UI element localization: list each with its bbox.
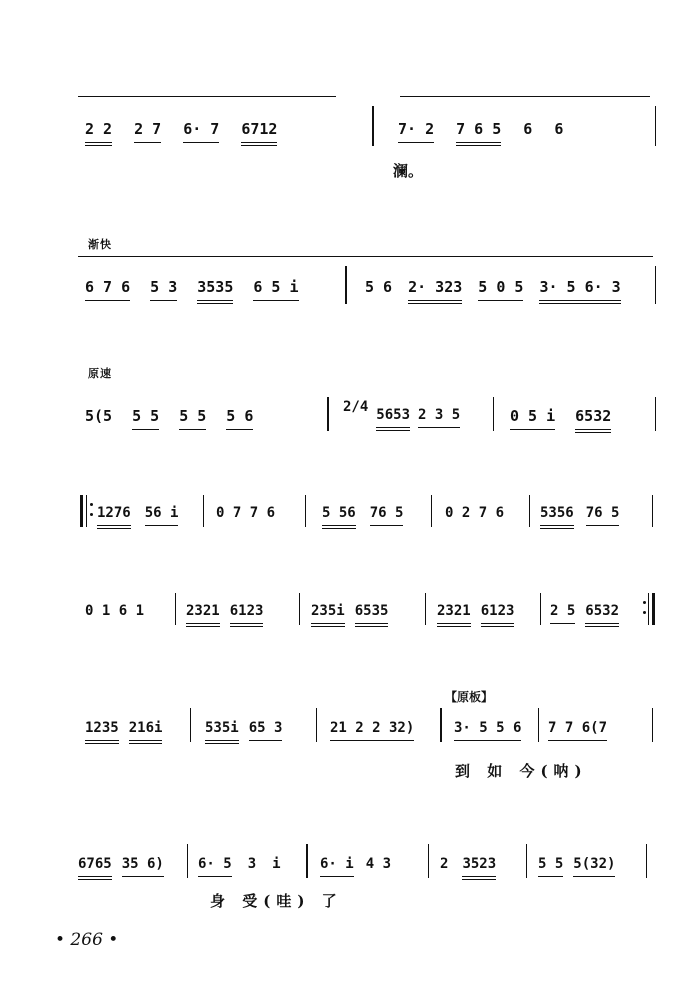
barline — [305, 495, 306, 527]
bar-7-2 — [198, 856, 281, 877]
note-group: 35 6) — [122, 856, 164, 877]
note-group: 3523 — [462, 856, 496, 880]
barline — [655, 106, 656, 146]
bar-7-1 — [78, 856, 164, 880]
note-group: 7· 2 — [398, 120, 434, 143]
note-group: 6123 — [230, 603, 264, 627]
barline — [175, 593, 176, 625]
time-signature: 2/4 — [343, 399, 369, 415]
note-group: 6 7 6 — [85, 278, 130, 301]
note-group: 7 7 6(7 — [548, 720, 607, 741]
bar-5-2 — [186, 603, 263, 627]
barline — [425, 593, 426, 625]
note-group: 76 5 — [370, 505, 404, 526]
note-group: 56 i — [145, 505, 179, 526]
note-group: 5 6 — [365, 278, 393, 296]
note-group: 4 3 — [365, 856, 392, 872]
note-group: 6532 — [585, 603, 619, 627]
note-group: 235i — [311, 603, 345, 627]
barline — [652, 708, 653, 742]
note-group: 3· 5 5 6 — [454, 720, 521, 741]
note-group: 5 6 — [226, 407, 253, 430]
barline — [440, 708, 442, 742]
note-group: 5 5 — [132, 407, 159, 430]
note-group: 1276 — [97, 505, 131, 529]
bar-6-4 — [454, 720, 521, 741]
note-group: 1235 — [85, 720, 119, 744]
bar-4-2 — [216, 505, 275, 525]
note-group: 2 — [440, 856, 449, 872]
bar-7-3 — [320, 856, 391, 877]
note-group: 535i — [205, 720, 239, 744]
score-row-3 — [0, 399, 690, 467]
bar-4-1 — [97, 505, 178, 529]
tempo-yuan-su: 原速 — [88, 367, 112, 380]
bar-5-1 — [85, 603, 144, 623]
score-row-2 — [0, 278, 690, 338]
bar-4-3 — [322, 505, 403, 529]
bar-5-5 — [550, 603, 619, 627]
note-group: 6· i — [320, 856, 354, 877]
note-group: 6· 7 — [183, 120, 219, 143]
barline — [655, 397, 656, 431]
barline — [190, 708, 191, 742]
bar-6-1 — [85, 720, 162, 744]
barline — [655, 266, 656, 304]
note-group: 5356 — [540, 505, 574, 529]
note-group: 2321 — [186, 603, 220, 627]
barline — [306, 844, 308, 878]
note-group: 6 5 i — [253, 278, 298, 301]
note-group: 5(5 — [85, 407, 113, 425]
page-number: • 266 • — [55, 930, 119, 950]
note-group: 5 56 — [322, 505, 356, 529]
bar-1-2 — [398, 120, 563, 146]
note-group: 2321 — [437, 603, 471, 627]
bar-3-2 — [343, 399, 460, 431]
note-group: 6765 — [78, 856, 112, 880]
barline — [540, 593, 541, 625]
note-group: 2 2 — [85, 120, 112, 146]
note-group: 5 0 5 — [478, 278, 523, 301]
barline — [652, 495, 653, 527]
note-group: 0 5 i — [510, 407, 555, 430]
note-group: 5 5 — [538, 856, 563, 877]
barline — [529, 495, 530, 527]
barline — [493, 397, 494, 431]
bar-2-1 — [85, 278, 299, 304]
note-group: 65 3 — [249, 720, 283, 741]
note-group: 6535 — [355, 603, 389, 627]
score-row-7 — [0, 856, 690, 916]
note-group: 5653 — [376, 407, 410, 431]
bar-2-2 — [365, 278, 621, 304]
score-row-5 — [0, 603, 690, 663]
lyric-row-7: 身 受(哇) 了 — [210, 892, 343, 910]
note-group: 6· 5 — [198, 856, 232, 877]
bar-6-3 — [330, 720, 414, 741]
barline — [187, 844, 188, 878]
lyric-row-1: 澜。 — [393, 162, 424, 180]
note-group: 76 5 — [586, 505, 620, 526]
barline — [431, 495, 432, 527]
bar-7-4 — [440, 856, 496, 880]
note-group: 0 1 6 1 — [85, 603, 145, 619]
note-group: 2 5 — [550, 603, 575, 624]
note-group: 2 3 5 — [418, 407, 460, 428]
barline — [538, 708, 539, 742]
barline — [526, 844, 527, 878]
note-group: 6532 — [575, 407, 611, 433]
bar-4-5 — [540, 505, 619, 529]
bar-6-2 — [205, 720, 282, 744]
barline — [299, 593, 300, 625]
note-group: 5(32) — [573, 856, 615, 877]
lyric-row-6: 到 如 今(呐) — [455, 762, 588, 780]
bar-3-3 — [510, 407, 611, 433]
tempo-jian-kuai: 渐快 — [88, 238, 112, 251]
note-group: 6 — [523, 120, 533, 138]
barline — [428, 844, 429, 878]
ban-label: 【原板】 — [445, 690, 494, 704]
barline — [327, 397, 329, 431]
bar-5-4 — [437, 603, 514, 627]
bar-3-1 — [85, 407, 253, 430]
note-group: 5 3 — [150, 278, 177, 301]
note-group: 7 6 5 — [456, 120, 501, 146]
note-group: 6123 — [481, 603, 515, 627]
tempo-rule — [78, 256, 653, 257]
barline — [646, 844, 647, 878]
barline — [345, 266, 347, 304]
bar-5-3 — [311, 603, 388, 627]
note-group: 216i — [129, 720, 163, 744]
barline — [316, 708, 317, 742]
barline — [372, 106, 374, 146]
bar-7-5 — [538, 856, 615, 877]
barline — [203, 495, 204, 527]
top-rule-right — [400, 96, 650, 97]
note-group: 0 2 7 6 — [445, 505, 505, 521]
bar-4-4 — [445, 505, 504, 525]
note-group: i — [272, 856, 281, 872]
note-group: 0 7 7 6 — [216, 505, 276, 521]
note-group: 3535 — [197, 278, 233, 304]
score-row-4 — [0, 505, 690, 565]
bar-6-5 — [548, 720, 607, 741]
note-group: 2· 323 — [408, 278, 462, 304]
top-rule-left — [78, 96, 336, 97]
note-group: 5 5 — [179, 407, 206, 430]
note-group: 3· 5 6· 3 — [539, 278, 620, 304]
note-group: 2 7 — [134, 120, 161, 143]
note-group: 6712 — [241, 120, 277, 146]
score-row-1 — [0, 120, 690, 180]
note-group: 3 — [247, 856, 257, 872]
note-group: 6 — [554, 120, 564, 138]
bar-1-1 — [85, 120, 277, 146]
note-group: 21 2 2 32) — [330, 720, 414, 741]
